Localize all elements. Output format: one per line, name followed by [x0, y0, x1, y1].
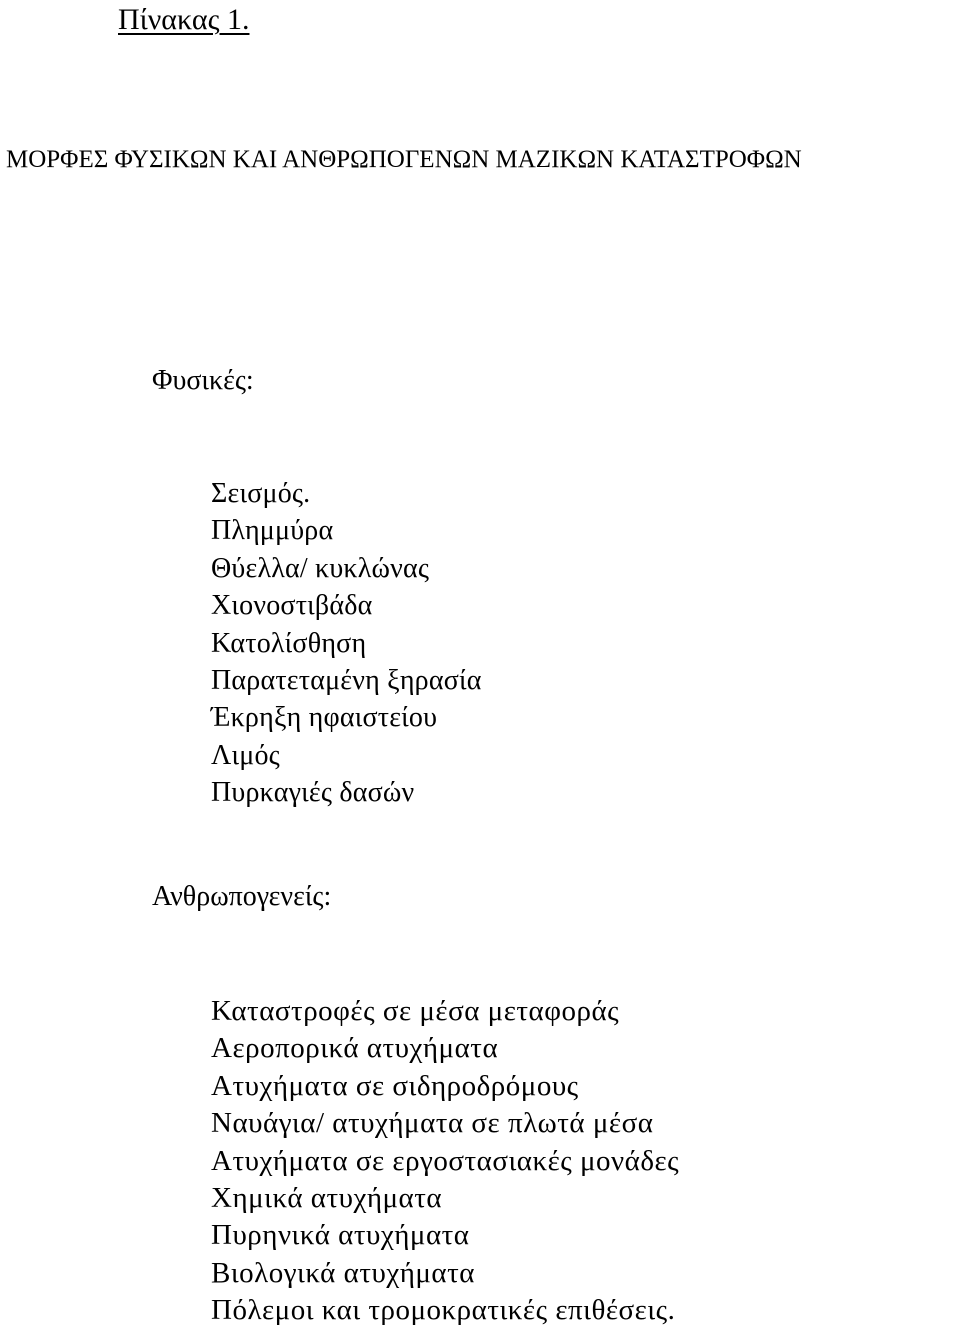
list-item: Χημικά ατυχήματα: [211, 1182, 443, 1215]
natural-disasters-label: Φυσικές:: [152, 365, 254, 396]
list-item: Θύελλα/ κυκλώνας: [211, 552, 430, 584]
manmade-disasters-list: [211, 993, 679, 1330]
list-item: Πόλεμοι και τρομοκρατικές επιθέσεις.: [211, 1294, 676, 1327]
list-item: Κατολίσθηση: [211, 627, 367, 659]
list-item: Πυρηνικά ατυχήματα: [211, 1219, 470, 1252]
list-item: Λιμός: [211, 739, 280, 771]
list-item: Πυρκαγιές δασών: [211, 777, 415, 809]
list-item: Έκρηξη ηφαιστείου: [211, 702, 438, 734]
list-item: Ατυχήματα σε σιδηροδρόμους: [211, 1069, 579, 1102]
document-title: ΜΟΡΦΕΣ ΦΥΣΙΚΩΝ ΚΑΙ ΑΝΘΡΩΠΟΓΕΝΩΝ ΜΑΖΙΚΩΝ ΚΑΤΑΣΤΡΟΦΩΝ: [6, 146, 802, 173]
page-heading: Πίνακας 1.: [118, 3, 250, 36]
list-item: Βιολογικά ατυχήματα: [211, 1256, 475, 1289]
list-item: Σεισμός.: [211, 478, 311, 509]
natural-disasters-list: [211, 475, 482, 812]
list-item: Πλημμύρα: [211, 515, 334, 547]
list-item: Καταστροφές σε μέσα μεταφοράς: [211, 995, 620, 1027]
list-item: Χιονοστιβάδα: [211, 590, 373, 622]
list-item: Παρατεταμένη ξηρασία: [211, 665, 482, 697]
list-item: Ατυχήματα σε εργοστασιακές μονάδες: [211, 1144, 680, 1177]
list-item: Ναυάγια/ ατυχήματα σε πλωτά μέσα: [211, 1107, 654, 1140]
list-item: Αεροπορικά ατυχήματα: [211, 1032, 499, 1065]
manmade-disasters-label: Ανθρωπογενείς:: [152, 881, 332, 912]
